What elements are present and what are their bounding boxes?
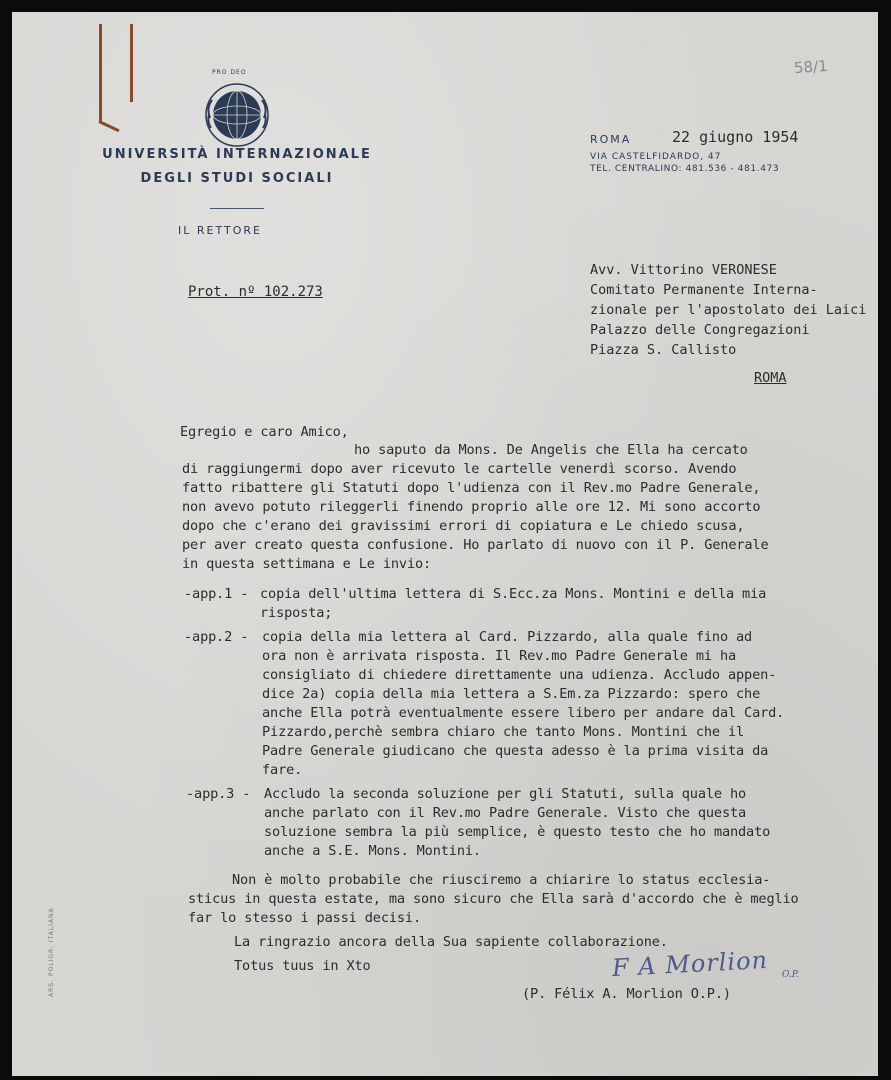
body-line: non avevo potuto rileggerli finendo proprio alle ore 12. Mi sono accorto bbox=[182, 499, 761, 515]
closing-line: far lo stesso i passi decisi. bbox=[188, 910, 421, 926]
appendix-line: anche Ella potrà eventualmente essere libero per andare dal Card. bbox=[262, 705, 785, 721]
globe-logo-icon bbox=[202, 78, 272, 148]
divider bbox=[210, 208, 264, 209]
staple-mark-hook bbox=[98, 120, 119, 132]
staple-mark bbox=[130, 24, 133, 102]
closing-line: sticus in questa estate, ma sono sicuro che Ella sarà d'accordo che è meglio bbox=[188, 891, 799, 907]
thanks-line: La ringrazio ancora della Sua sapiente collaborazione. bbox=[234, 934, 668, 950]
appendix-line: fare. bbox=[262, 762, 303, 778]
letterhead-phone: TEL. CENTRALINO: 481.536 - 481.473 bbox=[590, 164, 780, 174]
recipient-line: Comitato Permanente Interna- bbox=[590, 282, 818, 298]
appendix-line: consigliato di chiedere direttamente una udienza. Accludo appen- bbox=[262, 667, 777, 683]
recipient-line: Piazza S. Callisto bbox=[590, 342, 737, 358]
appendix-line: Padre Generale giudicano che questa adesso è la prima visita da bbox=[262, 743, 769, 759]
appendix-line: copia dell'ultima lettera di S.Ecc.za Mons. Montini e della mia bbox=[260, 586, 767, 602]
closing-line: Non è molto probabile che riusciremo a chiarire lo status ecclesia- bbox=[232, 872, 771, 888]
handwritten-signature: F A Morlion bbox=[611, 945, 769, 983]
typed-signature: (P. Félix A. Morlion O.P.) bbox=[522, 986, 731, 1002]
office-title: IL RETTORE bbox=[178, 224, 262, 237]
farewell-line: Totus tuus in Xto bbox=[234, 958, 371, 974]
recipient-line: Avv. Vittorino VERONESE bbox=[590, 262, 777, 278]
appendix-line: Pizzardo,perchè sembra chiaro che tanto Mons. Montini che il bbox=[262, 724, 745, 740]
body-line: per aver creato questa confusione. Ho parlato di nuovo con il P. Generale bbox=[182, 537, 769, 553]
letter-date: 22 giugno 1954 bbox=[672, 128, 799, 146]
staple-mark bbox=[99, 24, 102, 122]
archive-number: 58/1 bbox=[793, 56, 829, 78]
appendix-line: copia della mia lettera al Card. Pizzardo, alla quale fino ad bbox=[262, 629, 753, 645]
printer-mark: ARS. POLIGR. ITALIANA bbox=[48, 907, 55, 997]
letterhead-address: VIA CASTELFIDARDO, 47 bbox=[590, 152, 722, 162]
letterhead-city: ROMA bbox=[590, 133, 632, 146]
appendix-label: -app.1 - bbox=[184, 586, 249, 602]
handwritten-signature-suffix: O.P. bbox=[782, 970, 799, 980]
recipient-city: ROMA bbox=[754, 370, 787, 386]
body-line: dopo che c'erano dei gravissimi errori di copiatura e Le chiedo scusa, bbox=[182, 518, 745, 534]
protocol-number: Prot. nº 102.273 bbox=[188, 284, 323, 300]
appendix-line: anche parlato con il Rev.mo Padre Generale. Visto che questa bbox=[264, 805, 747, 821]
body-line: fatto ribattere gli Statuti dopo l'udienza con il Rev.mo Padre Generale, bbox=[182, 480, 761, 496]
recipient-line: zionale per l'apostolato dei Laici bbox=[590, 302, 867, 318]
appendix-line: dice 2a) copia della mia lettera a S.Em.za Pizzardo: spero che bbox=[262, 686, 761, 702]
appendix-line: risposta; bbox=[260, 605, 333, 621]
institution-name: UNIVERSITÀ INTERNAZIONALE bbox=[102, 147, 372, 162]
salutation: Egregio e caro Amico, bbox=[180, 424, 349, 440]
body-line: in questa settimana e Le invio: bbox=[182, 556, 432, 572]
logo-motto: PRO DEO bbox=[212, 69, 247, 76]
letter-page bbox=[12, 12, 878, 1076]
body-line: di raggiungermi dopo aver ricevuto le cartelle venerdì scorso. Avendo bbox=[182, 461, 737, 477]
institution-subtitle: DEGLI STUDI SOCIALI bbox=[140, 171, 334, 186]
recipient-line: Palazzo delle Congregazioni bbox=[590, 322, 810, 338]
appendix-line: ora non è arrivata risposta. Il Rev.mo Padre Generale mi ha bbox=[262, 648, 737, 664]
appendix-label: -app.3 - bbox=[186, 786, 251, 802]
appendix-line: anche a S.E. Mons. Montini. bbox=[264, 843, 481, 859]
appendix-line: Accludo la seconda soluzione per gli Statuti, sulla quale ho bbox=[264, 786, 747, 802]
appendix-label: -app.2 - bbox=[184, 629, 249, 645]
body-line: ho saputo da Mons. De Angelis che Ella ha cercato bbox=[354, 442, 748, 458]
appendix-line: soluzione sembra la più semplice, è questo testo che ho mandato bbox=[264, 824, 771, 840]
